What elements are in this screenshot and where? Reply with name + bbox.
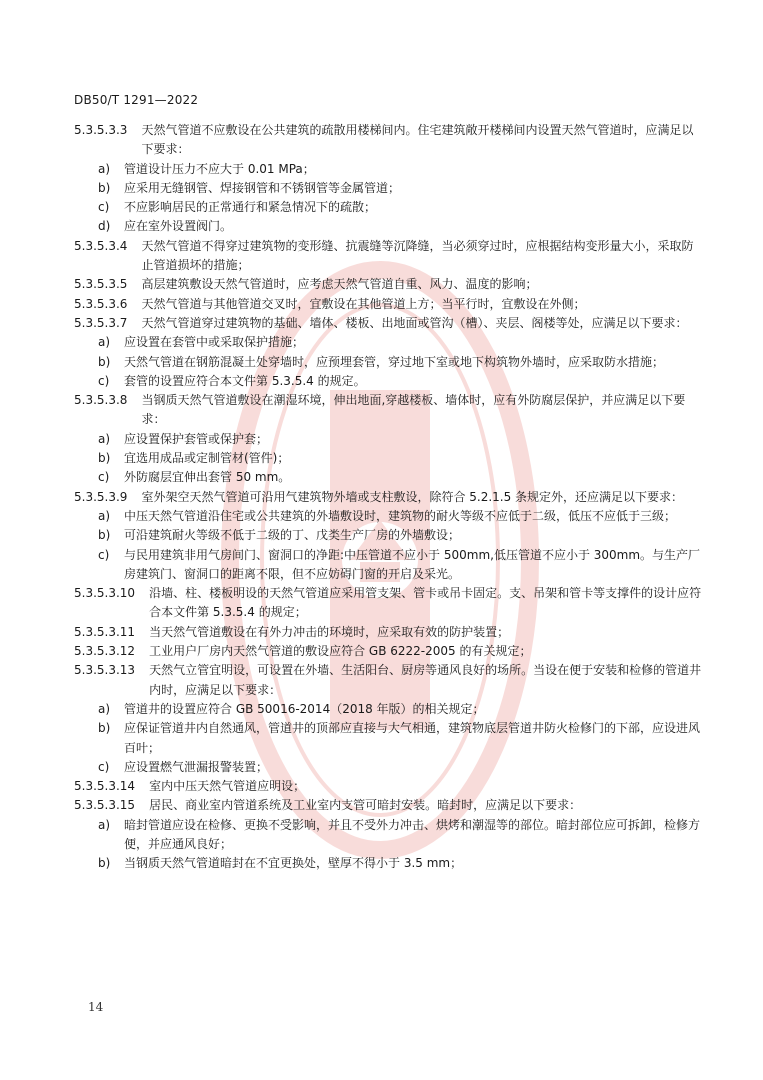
clause-text: 沿墙、柱、楼板明设的天然气管道应采用管支架、管卡或吊卡固定。支、吊架和管卡等支撑件的设计应符合本文件第 5.3.5.4 的规定；	[149, 586, 702, 620]
item-marker: c)	[98, 200, 110, 215]
clause-number: 5.3.5.3.10	[74, 586, 136, 601]
item-text: 管道井的设置应符合 GB 50016-2014（2018 年版）的相关规定；	[124, 701, 485, 716]
item-marker: a)	[98, 701, 111, 716]
list-item	[74, 333, 704, 352]
clause-paragraph	[74, 391, 704, 430]
item-text: 应设置在套管中或采取保护措施；	[124, 335, 305, 350]
item-marker: a)	[98, 161, 111, 176]
item-marker: b)	[98, 528, 111, 543]
list-item	[74, 372, 704, 391]
item-marker: b)	[98, 721, 111, 736]
item-marker: b)	[98, 354, 111, 369]
clause-paragraph	[74, 584, 704, 623]
item-text: 与民用建筑非用气房间门、窗洞口的净距:中压管道不应小于 500mm,低压管道不应小于 300mm。与生产厂房建筑门、窗洞口的距离不限，但不应妨碍门窗的开启及采光。	[124, 547, 701, 581]
clause-text: 天然气管道不应敷设在公共建筑的疏散用楼梯间内。住宅建筑敞开楼梯间内设置天然气管道时，应满足以下要求：	[141, 123, 694, 157]
item-marker: b)	[98, 451, 111, 466]
clause-paragraph	[74, 314, 704, 333]
clause-number: 5.3.5.3.5	[74, 277, 128, 292]
clause-paragraph	[74, 623, 704, 642]
clause-paragraph	[74, 777, 704, 796]
clause-text: 当天然气管道敷设在有外力冲击的环境时，应采取有效的防护装置；	[149, 624, 510, 639]
clause-number: 5.3.5.3.4	[74, 238, 128, 253]
item-text: 天然气管道在钢筋混凝土处穿墙时，应预埋套管，穿过地下室或地下构筑物外墙时，应采取防水措施；	[124, 354, 665, 369]
item-text: 宜选用成品或定制管材(管件)；	[124, 451, 290, 466]
list-item	[74, 179, 704, 198]
item-text: 不应影响居民的正常通行和紧急情况下的疏散；	[124, 200, 377, 215]
item-marker: b)	[98, 180, 111, 195]
item-marker: a)	[98, 335, 111, 350]
clause-number: 5.3.5.3.15	[74, 798, 136, 813]
clause-text: 天然气管道与其他管道交叉时，宜敷设在其他管道上方；当平行时，宜敷设在外侧；	[141, 296, 586, 311]
clause-number: 5.3.5.3.6	[74, 296, 128, 311]
clause-number: 5.3.5.3.7	[74, 315, 128, 330]
list-item	[74, 217, 704, 236]
clause-text: 工业用户厂房内天然气管道的敷设应符合 GB 6222-2005 的有关规定；	[149, 644, 532, 659]
clause-number: 5.3.5.3.12	[74, 644, 136, 659]
clause-paragraph	[74, 661, 704, 700]
clause-text: 天然气管道不得穿过建筑物的变形缝、抗震缝等沉降缝，当必须穿过时，应根据结构变形量大小，采取防止管道损坏的措施；	[141, 238, 694, 273]
clause-text: 当钢质天然气管道敷设在潮湿环境，伸出地面,穿越楼板、墙体时，应有外防腐层保护，并应满足以下要求：	[141, 393, 686, 427]
clause-number: 5.3.5.3.14	[74, 779, 136, 794]
item-text: 应在室外设置阀门。	[124, 219, 233, 234]
clause-paragraph	[74, 275, 704, 294]
item-marker: a)	[98, 508, 111, 523]
item-text: 暗封管道应设在检修、更换不受影响，并且不受外力冲击、烘烤和潮湿等的部位。暗封部位应可拆卸，检修方便，并应通风良好；	[124, 817, 701, 851]
clause-text: 天然气管道穿过建筑物的基础、墙体、楼板、出地面或管沟（槽）、夹层、阁楼等处，应满足以下要求：	[141, 315, 688, 330]
clause-text: 居民、商业室内管道系统及工业室内支管可暗封安装。暗封时，应满足以下要求：	[149, 798, 582, 813]
item-marker: c)	[98, 373, 110, 388]
clause-text: 天然气立管宜明设，可设置在外墙、生活阳台、厨房等通风良好的场所。当设在便于安装和检修的管道井内时，应满足以下要求：	[149, 663, 702, 697]
list-item	[74, 758, 704, 777]
item-text: 应保证管道井内自然通风，管道井的顶部应直接与大气相通，建筑物底层管道井防火检修门的下部，应设进风百叶；	[124, 721, 701, 755]
list-item	[74, 719, 704, 758]
item-text: 应设置保护套管或保护套；	[124, 431, 269, 446]
clause-number: 5.3.5.3.9	[74, 489, 128, 504]
item-marker: c)	[98, 470, 110, 485]
item-marker: d)	[98, 219, 111, 234]
item-text: 应采用无缝钢管、焊接钢管和不锈钢管等金属管道；	[124, 180, 401, 195]
list-item	[74, 546, 704, 585]
document-body	[74, 121, 704, 874]
item-marker: b)	[98, 856, 111, 871]
item-text: 外防腐层宜伸出套管 50 mm。	[124, 470, 291, 485]
item-text: 套管的设置应符合本文件第 5.3.5.4 的规定。	[124, 373, 366, 388]
document-code-header: DB50/T 1291—2022	[74, 93, 199, 107]
item-text: 中压天然气管道沿住宅或公共建筑的外墙敷设时，建筑物的耐火等级不应低于二级，低压不应低于三级；	[124, 508, 677, 523]
clause-paragraph	[74, 796, 704, 815]
item-text: 可沿建筑耐火等级不低于二级的丁、戊类生产厂房的外墙敷设；	[124, 528, 461, 543]
list-item	[74, 430, 704, 449]
page-number: 14	[88, 1000, 104, 1014]
list-item	[74, 353, 704, 372]
clause-paragraph	[74, 121, 704, 160]
clause-text: 室外架空天然气管道可沿用气建筑物外墙或支柱敷设，除符合 5.2.1.5 条规定外，还应满足以下要求：	[141, 489, 684, 504]
clause-text: 高层建筑敷设天然气管道时，应考虑天然气管道自重、风力、温度的影响；	[141, 277, 538, 292]
clause-number: 5.3.5.3.11	[74, 624, 136, 639]
clause-number: 5.3.5.3.3	[74, 123, 128, 137]
list-item	[74, 816, 704, 855]
item-marker: c)	[98, 547, 110, 562]
item-text: 管道设计压力不应大于 0.01 MPa；	[124, 161, 315, 176]
clause-paragraph	[74, 488, 704, 507]
list-item	[74, 526, 704, 545]
list-item	[74, 700, 704, 719]
clause-paragraph	[74, 237, 704, 276]
clause-number: 5.3.5.3.13	[74, 663, 136, 678]
item-marker: a)	[98, 817, 111, 832]
list-item	[74, 449, 704, 468]
item-text: 当钢质天然气管道暗封在不宜更换处，壁厚不得小于 3.5 mm；	[124, 856, 463, 871]
list-item	[74, 160, 704, 179]
list-item	[74, 468, 704, 487]
clause-text: 室内中压天然气管道应明设；	[149, 779, 306, 794]
list-item	[74, 854, 704, 873]
item-text: 应设置燃气泄漏报警装置；	[124, 759, 269, 774]
item-marker: c)	[98, 759, 110, 774]
clause-paragraph	[74, 295, 704, 314]
list-item	[74, 198, 704, 217]
clause-paragraph	[74, 642, 704, 661]
list-item	[74, 507, 704, 526]
item-marker: a)	[98, 431, 111, 446]
clause-number: 5.3.5.3.8	[74, 393, 128, 408]
